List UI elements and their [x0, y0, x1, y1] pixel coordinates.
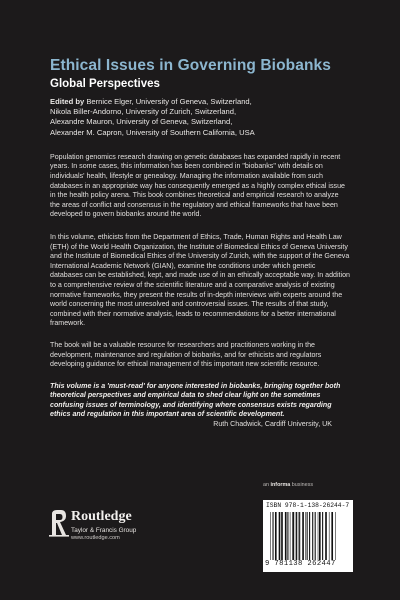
barcode-icon — [269, 512, 349, 560]
review-quote: This volume is a 'must-read' for anyone interested in biobanks, bringing together both theoretical perspectives and empirical data to shed clear light on the sometimes confusing issues of terminology, and identifying where consensus exists regarding ethics and regulation in this important area of scientific development. — [50, 381, 341, 419]
book-title: Ethical Issues in Governing Biobanks — [50, 57, 331, 74]
editors-prefix: Edited by — [50, 97, 85, 106]
informa-business-label: an informa business — [263, 482, 314, 488]
editors-block — [50, 97, 350, 138]
description-paragraph-1: Population genomics research drawing on genetic databases has expanded rapidly in recent years. In some cases, this information has been combined in "biobanks" with details on individuals' health, lifestyle or genealogy. Managing the information available from such databases in an appropriate way has consequently emerged as a highly complex ethical issue in the health policy arena. This book combines theoretical and empirical research to analyze the areas of conflict and consensus in the regulatory and ethical frameworks that have been developed to govern biobanks around the world. — [50, 152, 345, 219]
description-paragraph-3: The book will be a valuable resource for researchers and practitioners working in the development, maintenance and regulation of biobanks, and for ethicists and regulators developing guidance for ethical management of this important new scientific resource. — [50, 340, 322, 369]
publisher-group: Taylor & Francis Group — [71, 527, 137, 534]
publisher-name: Routledge — [71, 509, 132, 524]
editor-line: Nikola Biller-Andorno, University of Zurich, Switzerland, — [50, 107, 237, 117]
routledge-r-icon — [49, 508, 69, 538]
barcode-number: 9 781138 262447 — [265, 560, 336, 568]
isbn-barcode-box — [263, 500, 353, 572]
book-subtitle: Global Perspectives — [50, 78, 160, 90]
editor-line: Alexandre Mauron, University of Geneva, Switzerland, — [50, 117, 233, 127]
routledge-logo — [49, 508, 199, 548]
publisher-url: www.routledge.com — [71, 535, 120, 541]
editor-line: Edited by Bernice Elger, University of Geneva, Switzerland, — [50, 97, 252, 106]
isbn-text: ISBN 978-1-138-26244-7 — [266, 502, 350, 509]
description-paragraph-2: In this volume, ethicists from the Department of Ethics, Trade, Human Rights and Health Law (ETH) of the World Health Organization, the Institute of Biomedical Ethics of Geneva University and the Institute of Biomedical Ethics of the University of Zurich, with the support of the Geneva International Academic Network (GIAN), examine the conditions under which genetic databases can be established, kept, and made use of in an ethically acceptable way. In addition to a comprehensive review of the scientific literature and a comparative analysis of existing normative frameworks, they present the results of in-depth interviews with experts around the world concerning the most unresolved and controversial issues. The results of that study, combined with their normative analysis, leads to recommendations for a better international framework. — [50, 232, 350, 328]
cover-text-column — [50, 56, 350, 430]
review-attribution: Ruth Chadwick, Cardiff University, UK — [213, 420, 332, 429]
editor-line: Alexander M. Capron, University of Southern California, USA — [50, 127, 255, 137]
